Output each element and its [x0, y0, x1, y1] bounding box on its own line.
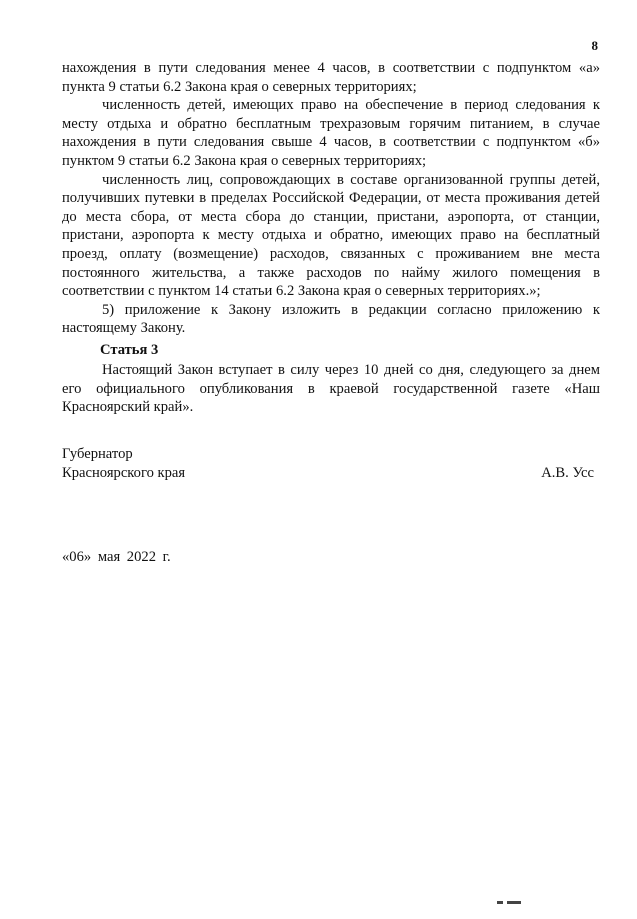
- paragraph-continuation: нахождения в пути следования менее 4 часов, в соответствии с подпунктом «а» пункта 9 статьи 6.2 Закона края о северных территориях;: [62, 60, 600, 95]
- article-heading: Статья 3: [100, 342, 159, 358]
- article-text: Настоящий Закон вступает в силу через 10 дней со дня, следующего за днем его официального опубликования в краевой государственной газете «Наш Красноярский край».: [62, 362, 600, 416]
- article-body: [62, 361, 600, 417]
- signing-date: «06» мая 2022 г.: [62, 549, 171, 565]
- paragraph-escorts: численность лиц, сопровождающих в составе организованной группы детей, получивших путевки в пределах Российской Федерации, от места проживания детей до места сбора, от места сбора до станции, пристани, аэропорта, от станции, пристани, аэропорта к месту отдыха и обратно, имеющих право на бесплатный проезд, оплату (возмещение) расходов, связанных с проживанием вне места постоянного жительства, а также расходов по найму жилого помещения в соответствии с пунктом 14 статьи 6.2 Закона края о северных территориях.»;: [62, 171, 600, 300]
- signature-title-line-1: Губернатор: [62, 446, 133, 462]
- signature-title-line-2: Красноярского края: [62, 464, 186, 481]
- paragraph-appendix: 5) приложение к Закону изложить в редакции согласно приложению к настоящему Закону.: [62, 301, 600, 337]
- scan-artifact: [497, 901, 529, 905]
- paragraph-hot-meals: численность детей, имеющих право на обеспечение в период следования к месту отдыха и обратно бесплатным трехразовым горячим питанием, в случае нахождения в пути следования свыше 4 часов, в соответствии с подпунктом «б» пунктом 9 статьи 6.2 Закона края о северных территориях;: [62, 97, 600, 169]
- page-number: 8: [591, 38, 598, 53]
- signatory-name: А.В. Усс: [541, 465, 594, 481]
- document-body: [62, 59, 600, 338]
- signature-title: [62, 445, 185, 482]
